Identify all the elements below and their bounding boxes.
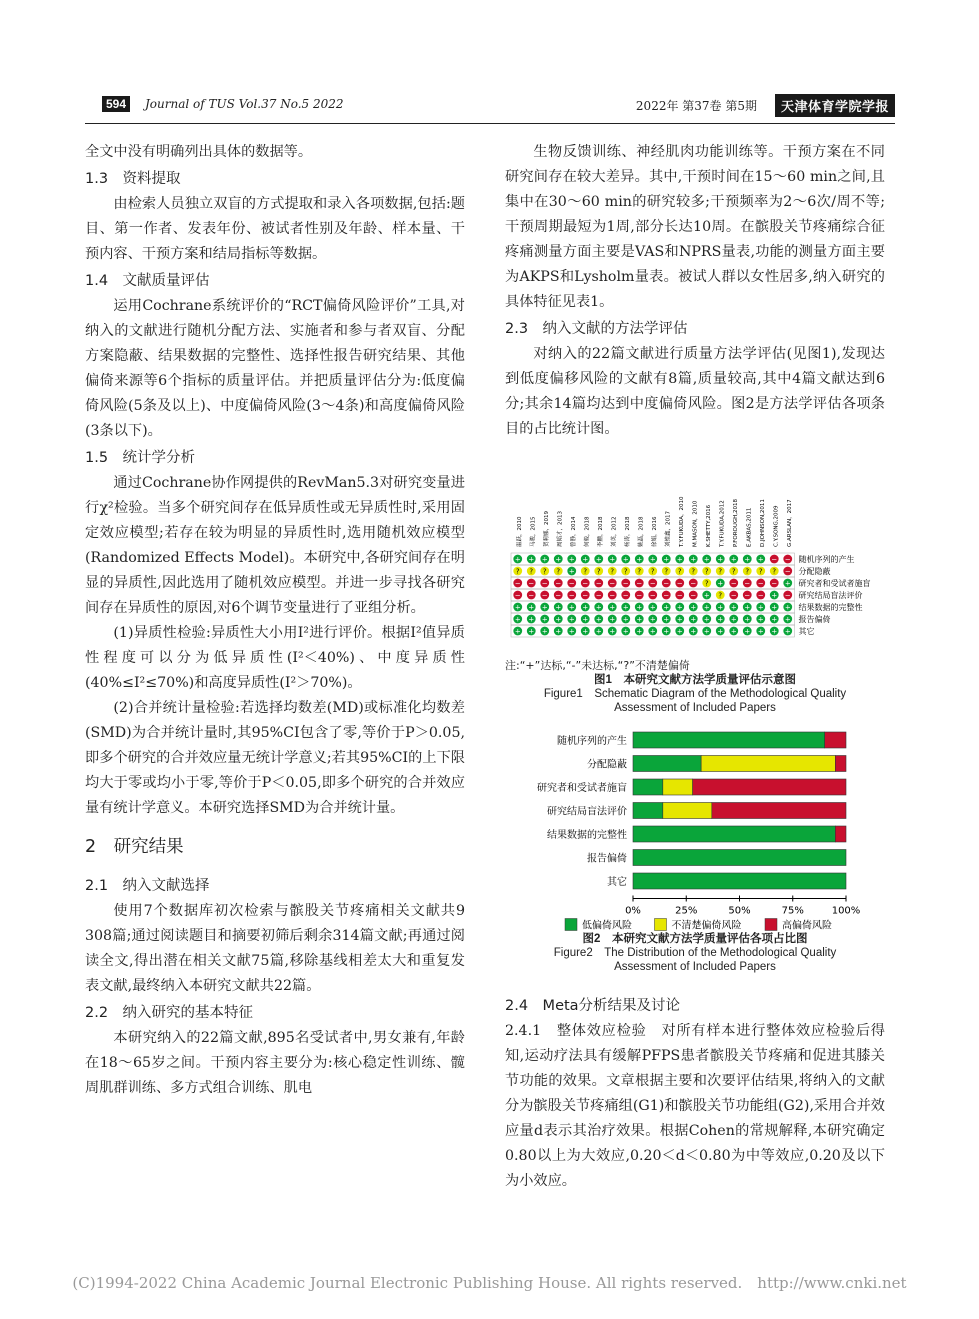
bias-symbol: + [609,627,616,636]
bias-symbol: − [784,591,791,600]
bias-symbol: − [663,579,670,588]
bias-symbol: + [784,627,791,636]
study-label: D.JOHNSON,2011 [759,499,766,547]
bias-symbol: − [636,579,643,588]
bias-symbol: − [541,591,548,600]
bias-symbol: − [784,555,791,564]
paragraph: 2.4.1 整体效应检验 对所有样本进行整体效应检验后得知,运动疗法具有缓解PFPS患者髌股关节疼痛和促进其膝关节功能的效果。文章根据主要和次要评估结果,将纳入的文献分为髌股关节疼痛组(G1)和髌股关节功能组(G2),采用合并效应量d表示其治疗效果。根据Cohen的常规解释,本研究确定0.80以上为大效应,0.20＜d＜0.80为中等效应,0.20及以下为小效应。 [505,1023,885,1189]
bias-symbol: + [609,603,616,612]
bias-symbol: + [595,603,602,612]
bias-symbol: + [636,555,643,564]
bias-symbol: ? [650,567,655,576]
study-label: 李鹏，2018 [597,516,604,547]
figure-1 [505,485,885,715]
bias-symbol: + [676,615,683,624]
bias-symbol: + [528,555,535,564]
bias-symbol: ? [704,567,709,576]
bias-symbol: + [622,555,629,564]
bias-symbol: + [703,603,710,612]
criterion-label: 研究者和受试者施盲 [798,579,871,588]
bias-symbol: + [555,555,562,564]
bias-symbol: + [568,627,575,636]
bias-symbol: + [757,615,764,624]
bias-symbol: + [622,603,629,612]
bias-symbol: + [528,627,535,636]
bias-symbol: − [582,579,589,588]
bias-symbol: − [649,591,656,600]
journal-logo: 天津体育学院学报 [775,94,895,117]
bias-symbol: + [757,627,764,636]
paragraph: (2)合并统计量检验:若选择均数差(MD)或标准化均数差(SMD)为合并统计量时,其95%CI包含了零,等价于P＞0.05,即多个研究的合并效应量无统计学意义;若其95%CI的上下限均大于零或均小于零,等价于P＜0.05,即多个研究的合并效应量有统计学意义。本研究选择SMD为合并统计量。 [85,700,465,816]
bias-symbol: + [690,627,697,636]
paragraph: (1)异质性检验:异质性大小用I²进行评价。根据I²值异质性程度可以分为低异质性(I²＜40%)、中度异质性(40%≤I²≤70%)和高度异质性(I²＞70%)。 [85,625,465,691]
bar-segment [633,779,663,795]
category-label: 报告偏倚 [587,853,627,865]
legend-swatch [765,919,777,931]
bias-symbol: + [676,603,683,612]
bias-symbol: + [703,555,710,564]
bias-symbol: + [636,603,643,612]
bias-symbol: − [609,579,616,588]
bar-segment [712,803,846,819]
bias-symbol: + [636,627,643,636]
bias-symbol: + [690,615,697,624]
bias-symbol: − [730,579,737,588]
bar-segment [825,732,846,748]
bias-symbol: + [649,555,656,564]
bias-distribution-chart [505,725,885,932]
bias-symbol: − [568,579,575,588]
legend-swatch [565,919,577,931]
bias-symbol: + [744,603,751,612]
bar-segment [633,732,825,748]
bias-symbol: + [771,591,778,600]
bar-segment [663,803,712,819]
figure-caption-en: Figure2 The Distribution of the Methodological Quality Assessment of Included Papers [553,947,837,973]
x-tick-label: 75% [781,905,804,917]
bias-symbol: + [514,603,521,612]
bias-symbol: + [541,555,548,564]
right-column-top [505,140,885,442]
figure-note: 注:“+”达标,“-”未达标,“?”不清楚偏倚 [505,659,690,672]
bias-symbol: ? [718,591,723,600]
bias-symbol: + [757,555,764,564]
paragraph: 全文中没有明确列出具体的数据等。 [85,144,313,160]
bias-symbol: + [744,627,751,636]
bias-symbol: − [555,579,562,588]
bias-symbol: + [717,627,724,636]
bias-symbol: + [676,627,683,636]
copyright-footer: (C)1994-2022 China Academic Journal Electronic Publishing House. All rights reserved. http://www.cnki.net [72,1274,907,1292]
x-tick-label: 25% [675,905,698,917]
bias-symbol: + [690,603,697,612]
bias-symbol: + [582,555,589,564]
bias-symbol: + [663,555,670,564]
bias-symbol: ? [691,567,696,576]
x-tick-label: 0% [625,905,641,917]
bias-symbol: + [622,615,629,624]
category-label: 研究结局盲法评价 [547,806,627,818]
right-column-bottom [505,992,885,1194]
left-column [85,140,465,1101]
chapter-heading: 2 研究结果 [85,837,184,857]
bias-symbol: ? [556,567,561,576]
criterion-label: 结果数据的完整性 [798,603,863,612]
bias-symbol: − [568,591,575,600]
study-label: K.SHETTY,2016 [705,504,712,547]
bias-symbol: + [582,603,589,612]
bar-segment [633,803,663,819]
category-label: 研究者和受试者施盲 [537,783,627,794]
study-label: 杨涛，2018 [624,516,631,547]
bias-symbol: − [676,591,683,600]
paragraph: 由检索人员独立双盲的方式提取和录入各项数据,包括:题目、第一作者、发表年份、被试者性别及年龄、样本量、干预内容、干预方案和结局指标等数据。 [85,196,465,262]
bias-symbol: + [784,579,791,588]
bias-symbol: ? [758,567,763,576]
category-label: 其它 [607,877,627,888]
study-label: 何毅，2018 [584,516,591,547]
bias-symbol: − [744,591,751,600]
bias-symbol: + [690,555,697,564]
bias-symbol: + [649,615,656,624]
bias-symbol: − [595,579,602,588]
bias-symbol: − [649,579,656,588]
bias-symbol: + [595,555,602,564]
bar-segment [835,756,846,772]
study-label: 温跃，2010 [516,516,523,547]
category-label: 分配隐蔽 [587,759,627,771]
bias-symbol: − [730,591,737,600]
bias-symbol: + [622,627,629,636]
category-label: 随机序列的产生 [557,736,627,747]
bar-segment [633,826,835,842]
legend-label: 低偏倚风险 [582,920,632,932]
bias-symbol: − [514,591,521,600]
paragraph: 对纳入的22篇文献进行质量方法学评估(见图1),发现达到低度偏移风险的文献有8篇,质量较高,其中4篇文献达到6分;其余14篇均达到中度偏倚风险。图2是方法学评估各项条目的占比统计图。 [505,346,885,437]
bias-symbol: + [649,603,656,612]
study-label: P.FOROUGH,2018 [732,498,739,547]
study-label: E.AKBAS,2011 [746,507,753,547]
bias-symbol: ? [664,567,669,576]
bias-symbol: + [771,603,778,612]
bias-symbol: ? [677,567,682,576]
bias-symbol: + [568,555,575,564]
bias-symbol: − [528,579,535,588]
issue-info: 2022年 第37卷 第5期 [635,99,757,113]
bias-symbol: + [663,603,670,612]
legend-swatch [655,919,667,931]
bias-symbol: + [784,615,791,624]
study-label: 曾静，2014 [570,516,577,547]
bias-symbol: ? [745,567,750,576]
study-label: T.Y.FUKUDA，2010 [678,496,685,547]
bias-symbol: ? [596,567,601,576]
study-label: 刘英，2012 [611,516,618,547]
page-header [85,96,895,118]
bias-symbol: + [757,603,764,612]
bias-symbol: + [609,555,616,564]
bias-symbol: − [622,579,629,588]
bias-symbol: − [636,591,643,600]
bar-segment [835,826,846,842]
section-heading: 2.2 纳入研究的基本特征 [85,1005,254,1021]
study-label: 刘维鑫，2017 [665,511,672,547]
section-heading: 2.4 Meta分析结果及讨论 [505,998,681,1014]
criterion-label: 报告偏倚 [798,615,831,624]
page-number: 594 [102,96,130,112]
bias-symbol: + [717,555,724,564]
bias-symbol: − [744,579,751,588]
bias-symbol: + [730,555,737,564]
x-tick-label: 100% [831,905,861,917]
bias-symbol: − [663,591,670,600]
figure-caption-cn: 图2 本研究文献方法学质量评估各项占比图 [582,933,808,945]
bias-symbol: + [676,555,683,564]
bias-symbol: − [555,591,562,600]
bias-symbol: + [730,615,737,624]
bias-symbol: ? [515,567,520,576]
bias-symbol: + [555,615,562,624]
bias-symbol: ? [583,567,588,576]
bias-symbol: + [744,555,751,564]
bias-symbol: − [541,579,548,588]
bias-symbol: ? [610,567,615,576]
bias-symbol: + [730,603,737,612]
bar-segment [701,756,835,772]
section-heading: 2.1 纳入文献选择 [85,878,210,894]
criterion-label: 随机序列的产生 [798,555,855,564]
bias-symbol: − [757,591,764,600]
bias-symbol: + [744,615,751,624]
bias-symbol: + [568,567,575,576]
bias-symbol: ? [731,567,736,576]
bias-symbol: + [595,615,602,624]
study-label: 徐娟，2016 [651,516,658,547]
bias-symbol: ? [542,567,547,576]
criterion-label: 研究结局盲法评价 [798,591,863,600]
bias-symbol: − [690,591,697,600]
bias-symbol: + [582,627,589,636]
bias-symbol: + [514,627,521,636]
bias-symbol: + [717,615,724,624]
section-heading: 1.4 文献质量评估 [85,273,210,289]
bias-symbol: + [703,591,710,600]
risk-of-bias-matrix [505,485,885,655]
bias-symbol: + [582,615,589,624]
bias-symbol: + [595,627,602,636]
paragraph: 生物反馈训练、神经肌肉功能训练等。干预方案在不同研究间存在较大差异。其中,干预时间在15～60 min之间,且集中在30～60 min的研究较多;干预频率为2～6次/周不等;干预周期最短为1周,部分长达10周。在髌股关节疼痛综合征疼痛测量方面主要是VAS和NPRS量表,功能的测量方面主要为AKPS和Lysholm量表。被试人群以女性居多,纳入研究的具体特征见表1。 [505,144,885,310]
bias-symbol: ? [637,567,642,576]
bias-symbol: + [568,615,575,624]
bias-symbol: − [514,579,521,588]
bias-symbol: + [555,603,562,612]
bias-symbol: − [676,579,683,588]
journal-name: Journal of TUS Vol.37 No.5 2022 [145,97,344,111]
bias-symbol: ? [772,567,777,576]
figure-caption-en: Figure1 Schematic Diagram of the Methodological Quality Assessment of Included Papers [543,688,847,714]
study-label: C.Y.SONG,2009 [773,505,780,547]
study-label: M.MASON，2010 [692,500,699,547]
bias-symbol: − [771,579,778,588]
bias-symbol: + [528,603,535,612]
bar-segment [633,850,846,866]
study-label: 贺莉娜，2019 [543,511,550,547]
bias-symbol: − [757,579,764,588]
bias-symbol: − [622,591,629,600]
bias-symbol: ? [529,567,534,576]
bias-symbol: + [771,627,778,636]
bias-symbol: − [784,567,791,576]
section-heading: 2.3 纳入文献的方法学评估 [505,321,688,337]
bias-symbol: + [541,627,548,636]
study-label: 姚磊，2018 [638,516,645,547]
study-label: 马骏，2015 [530,516,537,547]
x-tick-label: 50% [728,905,751,917]
criterion-label: 其它 [798,627,815,636]
bias-symbol: ? [704,579,709,588]
bias-symbol: + [514,615,521,624]
bias-symbol: ? [718,567,723,576]
criterion-label: 分配隐蔽 [798,567,831,576]
bias-symbol: + [636,615,643,624]
study-label: G.ARSLAN，2017 [786,499,793,547]
paragraph: 使用7个数据库初次检索与髌股关节疼痛相关文献共9 308篇;通过阅读题目和摘要初筛后剩余314篇文献;再通过阅读全文,得出潜在相关文献75篇,移除基线相差太大和重复发表文献,最终纳入本研究文献共22篇。 [85,903,465,994]
figure-caption-cn: 图1 本研究文献方法学质量评估示意图 [594,674,796,686]
bias-symbol: + [717,579,724,588]
legend-label: 高偏倚风险 [782,920,832,932]
header-rule [85,123,895,124]
bias-symbol: + [541,615,548,624]
bar-segment [693,779,846,795]
figure-2 [505,725,885,974]
bias-symbol: + [663,627,670,636]
study-label: 周韬才，2013 [557,511,564,547]
paragraph: 运用Cochrane系统评价的“RCT偏倚风险评价”工具,对纳入的文献进行随机分配方法、实施者和参与者双盲、分配方案隐蔽、结果数据的完整性、选择性报告研究结果、其他偏倚来源等6个指标的质量评估。并把质量评估分为:低度偏倚风险(5条及以上)、中度偏倚风险(3～4条)和高度偏倚风险(3条以下)。 [85,298,465,439]
paragraph: 通过Cochrane协作网提供的RevMan5.3对研究变量进行χ²检验。当多个研究间存在低异质性或无异质性时,采用固定效应模型;若存在较为明显的异质性时,选用随机效应模型(Randomized Effects Model)。本研究中,各研究间存在明显的异质性,因此选用了随机效应模型。并进一步寻找各研究间存在异质性的原因,对6个调节变量进行了亚组分析。 [85,475,465,616]
bias-symbol: + [514,555,521,564]
legend-label: 不清楚偏倚风险 [671,920,742,932]
bias-symbol: + [730,627,737,636]
section-heading: 1.3 资料提取 [85,171,181,187]
bias-symbol: − [595,591,602,600]
study-label: T.Y.FUKUDA,2012 [719,500,726,547]
bias-symbol: − [690,579,697,588]
bias-symbol: ? [623,567,628,576]
bias-symbol: + [649,627,656,636]
bias-symbol: + [528,615,535,624]
category-label: 结果数据的完整性 [547,830,627,841]
bias-symbol: − [609,591,616,600]
bias-symbol: + [771,615,778,624]
bias-symbol: + [717,603,724,612]
bar-segment [663,779,693,795]
bias-symbol: + [568,603,575,612]
section-heading: 1.5 统计学分析 [85,450,196,466]
bias-symbol: + [703,615,710,624]
bar-segment [633,756,701,772]
bias-symbol: + [784,603,791,612]
bias-symbol: + [555,627,562,636]
bias-symbol: + [703,627,710,636]
bias-symbol: − [771,555,778,564]
bias-symbol: − [582,591,589,600]
bias-symbol: − [528,591,535,600]
paragraph: 本研究纳入的22篇文献,895名受试者中,男女兼有,年龄在18～65岁之间。干预内容主要分为:核心稳定性训练、髋周肌群训练、多方式组合训练、肌电 [85,1030,465,1096]
bias-symbol: + [541,603,548,612]
bar-segment [633,873,846,889]
bias-symbol: + [609,615,616,624]
bias-symbol: + [663,615,670,624]
